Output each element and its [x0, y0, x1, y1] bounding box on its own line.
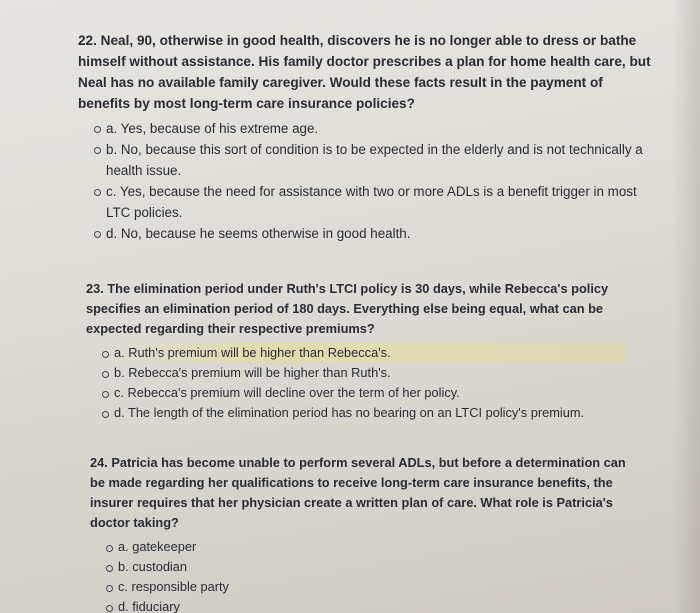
radio-button-icon[interactable] — [102, 371, 109, 378]
radio-button-icon[interactable] — [102, 351, 109, 358]
radio-button-icon[interactable] — [106, 565, 113, 572]
option-label: c. Yes, because the need for assistance with two or more ADLs is a benefit trigger in most LTC policies. — [106, 184, 637, 220]
radio-button-icon[interactable] — [106, 545, 113, 552]
question-22-option-c[interactable] — [94, 181, 653, 223]
radio-button-icon[interactable] — [102, 411, 109, 418]
question-24-options — [90, 537, 630, 613]
question-23-stem: 23. The elimination period under Ruth's LTCI policy is 30 days, while Rebecca's policy specifies an elimination period of 180 days. Everything else being equal, what can be expected regarding their respective premiums? — [86, 281, 609, 336]
option-label: a. Ruth's premium will be higher than Rebecca's. — [114, 345, 391, 360]
option-label: b. custodian — [118, 559, 188, 574]
question-23-options — [86, 343, 626, 423]
option-label: d. fiduciary — [118, 599, 180, 613]
radio-button-icon[interactable] — [94, 147, 101, 154]
question-22-option-a[interactable] — [94, 118, 653, 139]
question-22-option-b[interactable] — [94, 139, 653, 181]
question-22 — [78, 30, 653, 244]
question-22-options — [78, 118, 653, 244]
option-label: a. Yes, because of his extreme age. — [106, 121, 319, 136]
question-23-option-c[interactable] — [102, 383, 626, 403]
radio-button-icon[interactable] — [94, 126, 101, 133]
question-23-option-a[interactable] — [102, 343, 626, 363]
question-24-option-b[interactable] — [106, 557, 630, 577]
option-label: b. Rebecca's premium will be higher than Ruth's. — [114, 365, 391, 380]
question-24-option-a[interactable] — [106, 537, 630, 557]
question-23 — [86, 279, 626, 423]
option-label: d. The length of the elimination period has no bearing on an LTCI policy's premium. — [114, 405, 585, 420]
radio-button-icon[interactable] — [94, 189, 101, 196]
option-label: b. No, because this sort of condition is to be expected in the elderly and is not technically a health issue. — [106, 142, 643, 178]
question-22-stem: 22. Neal, 90, otherwise in good health, discovers he is no longer able to dress or bathe himself without assistance. His family doctor prescribes a plan for home health care, but Neal has no available family caregiver. Would these facts result in the payment of benefits by most long-term care insurance policies? — [78, 33, 651, 111]
option-label: c. responsible party — [118, 579, 229, 594]
page-shadow — [672, 0, 700, 613]
question-22-option-d[interactable] — [94, 223, 653, 244]
question-23-option-d[interactable] — [102, 403, 626, 423]
option-label: a. gatekeeper — [118, 539, 197, 554]
question-24-option-c[interactable] — [106, 577, 630, 597]
question-24-stem: 24. Patricia has become unable to perform several ADLs, but before a determination can be made regarding her qualifications to receive long-term care insurance benefits, the insurer requires that her physician create a written plan of care. What role is Patricia's doctor taking? — [90, 455, 626, 530]
radio-button-icon[interactable] — [106, 605, 113, 612]
radio-button-icon[interactable] — [94, 231, 101, 238]
option-label: d. No, because he seems otherwise in good health. — [106, 226, 411, 241]
question-24 — [90, 453, 630, 613]
question-24-option-d[interactable] — [106, 597, 630, 613]
radio-button-icon[interactable] — [106, 585, 113, 592]
option-label: c. Rebecca's premium will decline over the term of her policy. — [114, 385, 460, 400]
question-23-option-b[interactable] — [102, 363, 626, 383]
radio-button-icon[interactable] — [102, 391, 109, 398]
